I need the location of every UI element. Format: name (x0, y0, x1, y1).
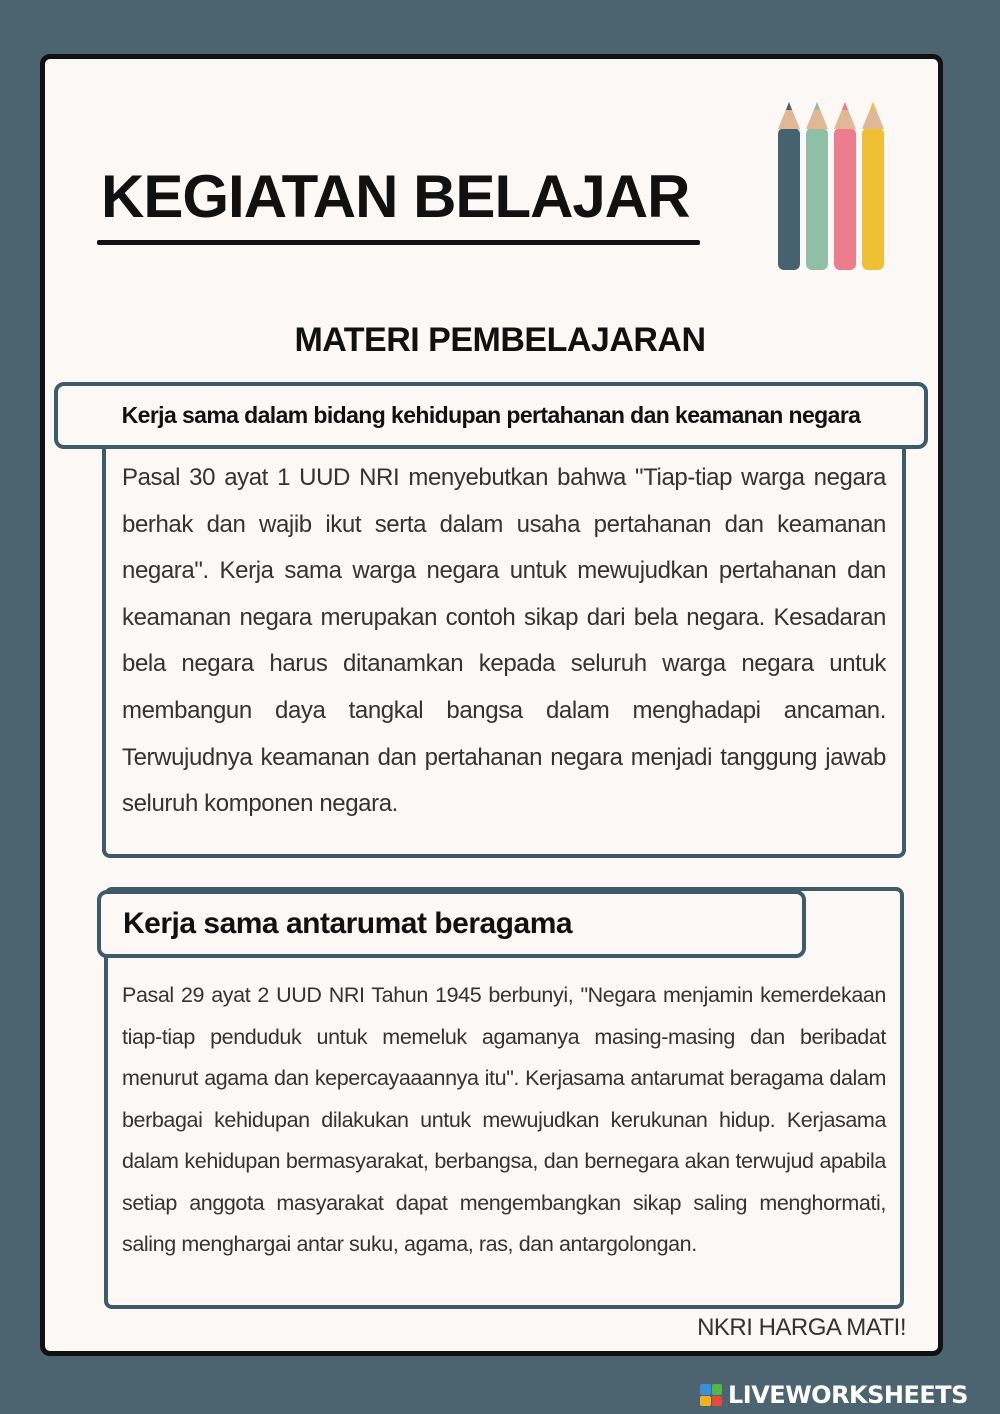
liveworksheets-logo-icon (700, 1384, 722, 1406)
section2-body: Pasal 29 ayat 2 UUD NRI Tahun 1945 berbunyi, "Negara menjamin kemerdekaan tiap-tiap penduduk untuk memeluk agamanya masing-masing dan beribadat menurut agama dan kepercayaaannya itu". Kerjasama antarumat beragama dalam berbagai kehidupan dilakukan untuk mewujudkan kerukunan hidup. Kerjasama dalam kehidupan bermasyarakat, berbangsa, dan bernegara akan terwujud apabila setiap anggota masyarakat dapat mengembangkan sikap saling menghormati, saling menghargai antar suku, agama, ras, dan antargolongan. (122, 983, 886, 1256)
footer-note: NKRI HARGA MATI! (697, 1314, 906, 1341)
liveworksheets-brand[interactable] (700, 1380, 968, 1410)
pencil-3 (834, 102, 856, 270)
pencil-2 (806, 102, 828, 270)
section1-heading: Kerja sama dalam bidang kehidupan pertahanan dan keamanan negara (54, 382, 928, 449)
brand-text: LIVEWORKSHEETS (728, 1381, 968, 1409)
section-subtitle: MATERI PEMBELAJARAN (294, 321, 706, 359)
title-underline (97, 240, 700, 245)
section2-heading: Kerja sama antarumat beragama (97, 890, 806, 958)
page-title: KEGIATAN BELAJAR (101, 163, 690, 230)
pencils-icon (776, 98, 888, 272)
pencil-1 (778, 102, 800, 270)
pencil-4 (862, 102, 884, 270)
section1-body: Pasal 30 ayat 1 UUD NRI menyebutkan bahwa "Tiap-tiap warga negara berhak dan wajib ikut serta dalam usaha pertahanan dan keamanan negara". Kerja sama warga negara untuk mewujudkan pertahanan dan keamanan negara merupakan contoh sikap dari bela negara. Kesadaran bela negara harus ditanamkan kepada seluruh warga negara untuk membangun daya tangkal bangsa dalam menghadapi ancaman. Terwujudnya keamanan dan pertahanan negara menjadi tanggung jawab seluruh komponen negara. (122, 464, 886, 818)
